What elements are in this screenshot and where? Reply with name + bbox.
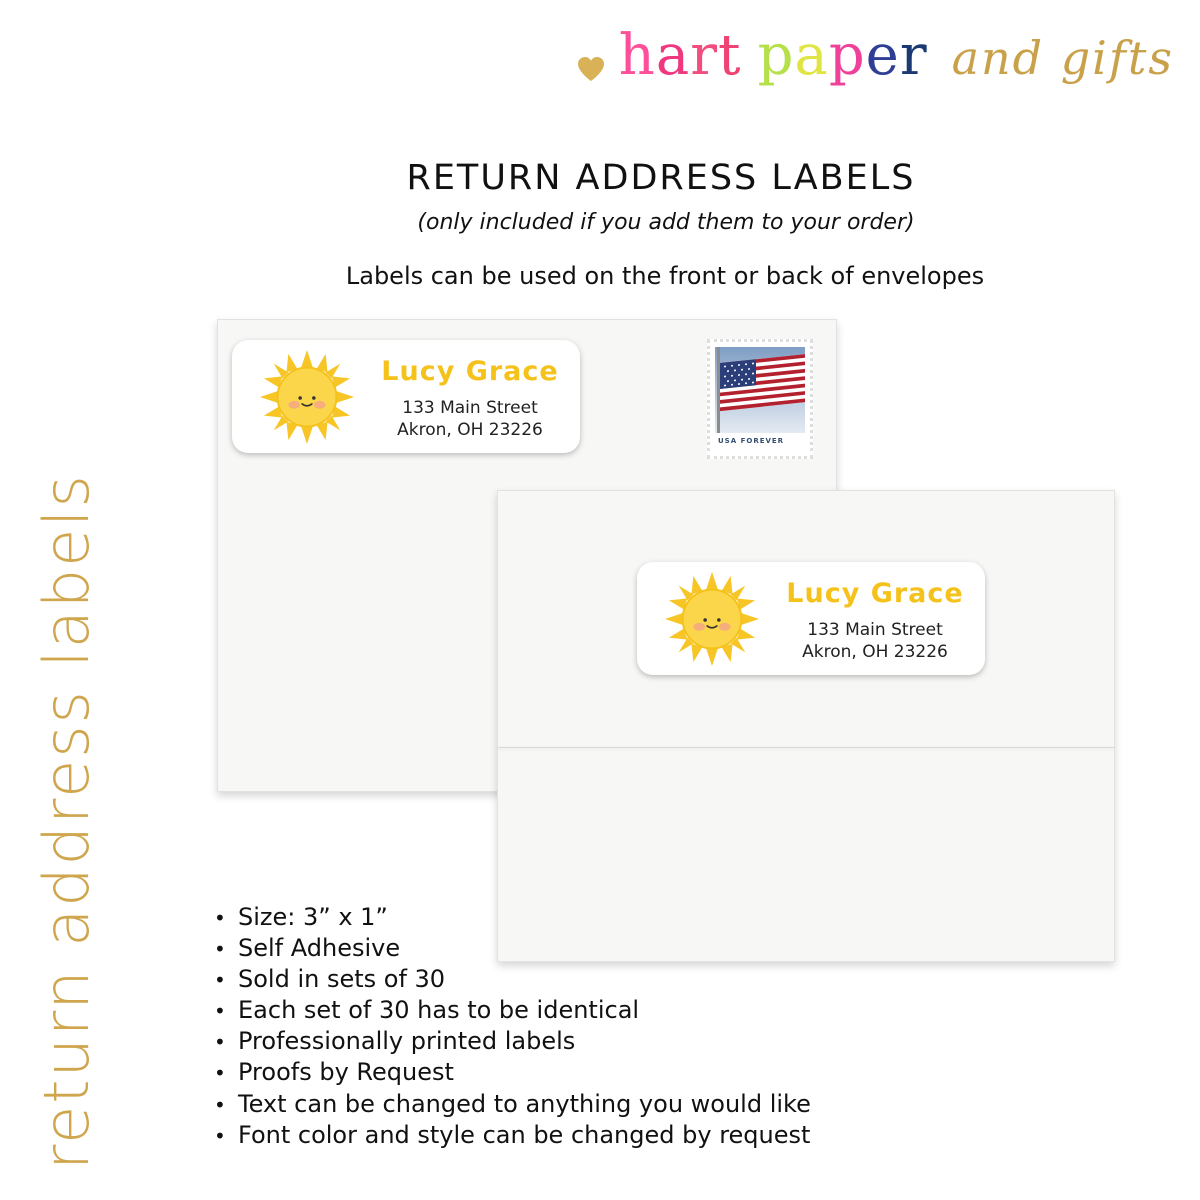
bullet-icon: • (214, 1061, 226, 1086)
bullet-icon: • (214, 1123, 226, 1148)
bullet-icon: • (214, 937, 226, 962)
brand-word-paper (757, 23, 928, 88)
brand-letter: p (757, 23, 795, 88)
address-label (232, 340, 580, 453)
envelope-front (497, 490, 1115, 962)
label-address-line1: 133 Main Street (807, 620, 943, 640)
brand-letter: r (899, 23, 928, 88)
page-subtitle: (only included if you add them to your order) (417, 210, 915, 235)
brand-logo (577, 23, 1174, 108)
sun-icon (663, 570, 761, 668)
list-item: • Each set of 30 has to be identical (214, 995, 811, 1026)
usage-note: Labels can be used on the front or back of envelopes (345, 262, 985, 290)
sun-icon (258, 348, 356, 446)
flag-image (715, 347, 805, 433)
list-item: • Font color and style can be changed by request (214, 1120, 811, 1151)
brand-letter: p (828, 23, 866, 88)
label-address-line1: 133 Main Street (402, 398, 538, 418)
bullet-icon: • (214, 1092, 226, 1117)
list-item: • Text can be changed to anything you would like (214, 1089, 811, 1120)
label-address-line2: Akron, OH 23226 (802, 642, 948, 662)
brand-letter: a (794, 23, 829, 88)
list-item: • Sold in sets of 30 (214, 964, 811, 995)
page-title: RETURN ADDRESS LABELS (406, 158, 916, 198)
side-title: return address labels (30, 473, 103, 1170)
bullet-icon: • (214, 999, 226, 1024)
address-label (637, 562, 985, 675)
bullet-icon: • (214, 1030, 226, 1055)
stamp-caption: USA FOREVER (718, 437, 785, 445)
brand-letter: a (655, 23, 691, 88)
postage-stamp (707, 339, 813, 459)
brand-letter: r (690, 23, 719, 88)
list-item: • Proofs by Request (214, 1057, 811, 1088)
brand-letter: t (718, 23, 742, 88)
label-name: Lucy Grace (786, 578, 964, 609)
brand-word-hart (618, 23, 742, 88)
envelope-flap-line (498, 747, 1114, 748)
bullet-icon: • (214, 906, 226, 930)
feature-list (214, 902, 811, 1151)
list-item: • Professionally printed labels (214, 1026, 811, 1057)
list-item: • Self Adhesive (214, 933, 811, 964)
bullet-icon: • (214, 968, 226, 993)
label-address-line2: Akron, OH 23226 (397, 420, 543, 440)
brand-letter: e (865, 23, 900, 88)
heart-icon (577, 48, 605, 88)
label-name: Lucy Grace (381, 356, 559, 387)
brand-script: and gifts (951, 31, 1174, 85)
list-item: • Size: 3” x 1” (214, 902, 811, 933)
brand-letter: h (618, 23, 656, 88)
